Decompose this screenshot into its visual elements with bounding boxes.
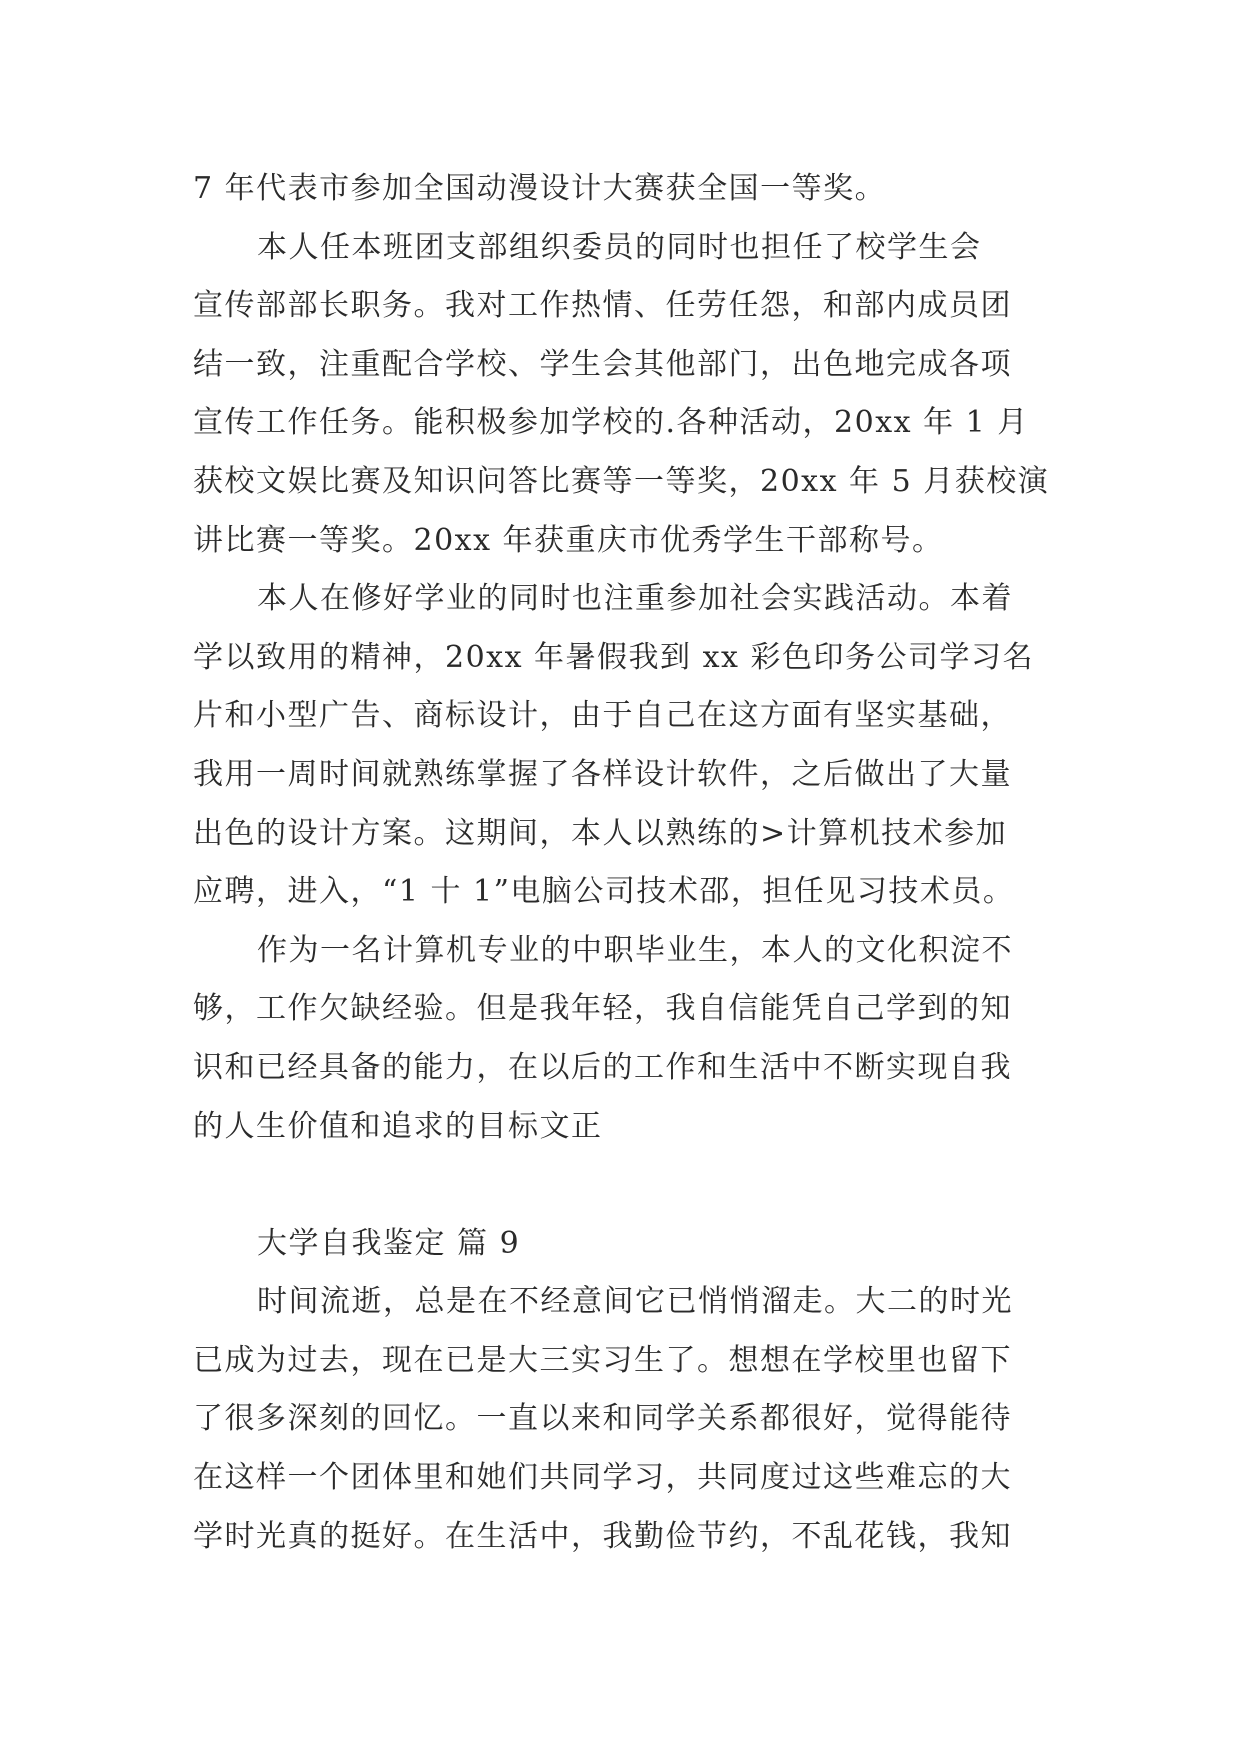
blank-line [193,1156,1053,1215]
text-line: 学时光真的挺好。在生活中，我勤俭节约，不乱花钱，我知 [193,1518,1012,1554]
paragraph-continuation [193,160,1053,219]
text-line: 获校文娱比赛及知识问答比赛等一等奖，20xx 年 5 月获校演 [193,463,1050,499]
text-line: 应聘，进入，“1 十 1”电脑公司技术邵，担任见习技术员。 [193,874,1015,910]
paragraph-student-union [193,219,1053,571]
text-line: 出色的设计方案。这期间，本人以熟练的>计算机技术参加 [193,815,1008,851]
text-line: 7 年代表市参加全国动漫设计大赛获全国一等奖。 [193,171,887,206]
document-body [193,160,1053,1566]
paragraph-section-9 [193,1273,1053,1566]
text-line: 本人在修好学业的同时也注重参加社会实践活动。本着 [257,581,1013,617]
paragraph-conclusion [193,922,1053,1156]
section-heading: 大学自我鉴定 篇 9 [257,1225,521,1261]
text-line: 已成为过去，现在已是大三实习生了。想想在学校里也留下 [193,1342,1012,1378]
paragraph-social-practice [193,570,1053,922]
text-line: 在这样一个团体里和她们共同学习，共同度过这些难忘的大 [193,1460,1012,1496]
text-line: 作为一名计算机专业的中职毕业生，本人的文化积淀不 [257,932,1013,968]
text-line: 宣传工作任务。能积极参加学校的.各种活动，20xx 年 1 月 [193,405,1029,441]
text-line: 片和小型广告、商标设计，由于自己在这方面有坚实基础， [193,698,1012,734]
text-line: 结一致，注重配合学校、学生会其他部门，出色地完成各项 [193,346,1012,382]
text-line: 学以致用的精神，20xx 年暑假我到 xx 彩色印务公司学习名 [193,639,1034,675]
text-line: 的人生价值和追求的目标文正 [193,1108,603,1144]
text-line: 本人任本班团支部组织委员的同时也担任了校学生会 [257,229,982,265]
text-line: 我用一周时间就熟练掌握了各样设计软件，之后做出了大量 [193,756,1012,792]
text-line: 时间流逝，总是在不经意间它已悄悄溜走。大二的时光 [257,1284,1013,1320]
text-line: 了很多深刻的回忆。一直以来和同学关系都很好，觉得能待 [193,1401,1012,1437]
text-line: 够，工作欠缺经验。但是我年轻，我自信能凭自己学到的知 [193,991,1012,1027]
text-line: 宣传部部长职务。我对工作热情、任劳任怨，和部内成员团 [193,288,1012,324]
text-line: 识和已经具备的能力，在以后的工作和生活中不断实现自我 [193,1049,1012,1085]
text-line: 讲比赛一等奖。20xx 年获重庆市优秀学生干部称号。 [193,522,944,558]
